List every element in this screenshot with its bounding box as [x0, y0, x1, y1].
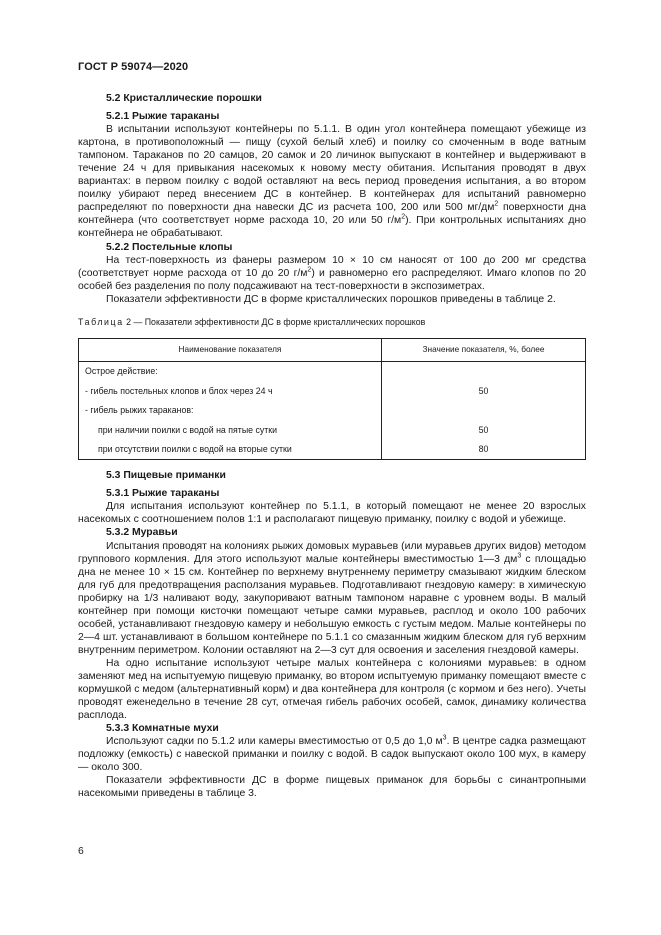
section-5-3-3-paragraph: Используют садки по 5.1.2 или камеры вместимостью от 0,5 до 1,0 $м^3$. В центре садка размещают подложку (емкость) с навеской приманки и поилку с водой. В садок выпускают около 100 мух, в камеру — около 300.: [78, 734, 586, 774]
table-row: [79, 440, 586, 460]
section-5-3-2-paragraph: Испытания проводят на колониях рыжих домовых муравьев (или муравьев других видов) методом группового кормления. Для этого используют малые контейнеры вместимостью 1—3 $дм^3$ с площадью дна не менее 10 × 15 см. Контейнер по верхнему внутреннему периметру смазывают жидким блеском для губ для предотвращения расползания муравьев. Подготавливают гнездовую камеру: в химическую пробирку на 1/3 наливают воду, закупоривают ватным тампоном наравне с уровнем воды. В малый контейнер при помощи кисточки помещают четыре самки муравьев, расплод и около 100 рабочих особей, устанавливают гнездовую камеру и небольшую емкость с густым медом. Малые контейнеры по 2—4 шт. устанавливают в большом контейнере по 5.1.1 со смазанным жидким блеском для губ верхним внутренним периметром. Колонии оставляют на 2—3 сут для освоения и заселения гнездовой камеры.: [78, 540, 587, 656]
section-5-2-2-paragraph: На тест-поверхность из фанеры размером 10 × 10 см наносят от 100 до 200 мг средства (соответствует норме расхода от 10 до 20 $г/м^2$) и равномерно его распределяют. Имаго клопов по 20 особей без разделения по полу подсаживают на тест-поверхности в экспозиметрах.: [78, 254, 587, 292]
table-row: [79, 381, 586, 401]
table-header-indicator: Наименование показателя: [79, 338, 382, 361]
table-cell-label: Острое действие:: [79, 361, 382, 381]
section-5-3-heading: 5.3 Пищевые приманки: [106, 470, 226, 482]
section-5-2-1-paragraph: В испытании используют контейнеры по 5.1.1. В один угол контейнера помещают убежище из картона, в противоположный — пищу (сухой белый хлеб) и поилку со смоченным в воде ватным тампоном. Тараканов по 20 самцов, 20 самок и 20 личинок выпускают в контейнер и выдерживают в течение 24 ч для привыкания насекомых к новому месту обитания. Испытания проводят в двух вариантах: в первом поилку с водой оставляют на весь период проведения испытания, а во втором поилку убирают перед внесением ДС в контейнер. В контейнерах для испытаний равномерно распределяют по поверхности дна навески ДС из расчета 100, 200 или 500 $мг/дм^2$ поверхности дна контейнера (что соответствует норме расхода 10, 20 или 50 $г/м^2$). При контрольных испытаниях дно контейнера не обрабатывают.: [78, 124, 586, 240]
table-cell-label: - гибель рыжих тараканов:: [79, 401, 382, 421]
table-cell-value: [382, 401, 586, 421]
table-row: [79, 361, 586, 381]
table-cell-value: [382, 361, 586, 381]
table-header-row: [79, 338, 586, 361]
table-cell-label: при отсутствии поилки с водой на вторые сутки: [79, 440, 382, 460]
table-2: [78, 338, 586, 461]
section-5-2-2-paragraph-2: Показатели эффективности ДС в форме кристаллических порошков приведены в таблице 2.: [106, 293, 556, 305]
section-5-2-2-heading: 5.2.2 Постельные клопы: [106, 241, 233, 253]
section-5-3-3-heading: 5.3.3 Комнатные мухи: [106, 723, 219, 735]
section-5-3-3-paragraph-2: Показатели эффективности ДС в форме пищевых приманок для борьбы с синантропными насекомыми приведены в таблице 3.: [78, 775, 586, 800]
section-5-3-2-heading: 5.3.2 Муравьи: [106, 527, 178, 539]
table-row: [79, 420, 586, 440]
table-row: [79, 401, 586, 421]
table-header-value: Значение показателя, %, более: [382, 338, 586, 361]
section-5-3-1-heading: 5.3.1 Рыжие тараканы: [106, 488, 220, 500]
page-number: 6: [78, 846, 84, 857]
section-5-3-2-paragraph-2: На одно испытание используют четыре малых контейнера с колониями муравьев: в одном заменяют мед на испытуемую пищевую приманку, во втором испытуемую приманку помещают вместе с кормушкой с медом (альтернативный корм) и два контейнера для контроля (с кормом и без него). Учеты проводят еженедельно в течение 28 сут, отмечая гибель рабочих особей, самок, динамику количества расплода.: [78, 657, 586, 722]
table-cell-label: при наличии поилки с водой на пятые сутки: [79, 420, 382, 440]
section-5-2-heading: 5.2 Кристаллические порошки: [106, 93, 262, 104]
table-cell-value: 50: [382, 420, 586, 440]
page-content: [78, 92, 586, 800]
document-header: ГОСТ Р 59074—2020: [78, 61, 189, 73]
table-2-caption: Таблица 2 — Показатели эффективности ДС в форме кристаллических порошков: [78, 316, 426, 327]
section-5-3-1-paragraph: Для испытания используют контейнер по 5.1.1, в который помещают не менее 20 взрослых насекомых с соотношением полов 1:1 и располагают пищевую приманку, поилку с водой и убежище.: [78, 501, 586, 526]
table-cell-value: 50: [382, 381, 586, 401]
table-cell-label: - гибель постельных клопов и блох через 24 ч: [79, 381, 382, 401]
table-cell-value: 80: [382, 440, 586, 460]
section-5-2-1-heading: 5.2.1 Рыжие тараканы: [106, 111, 220, 123]
